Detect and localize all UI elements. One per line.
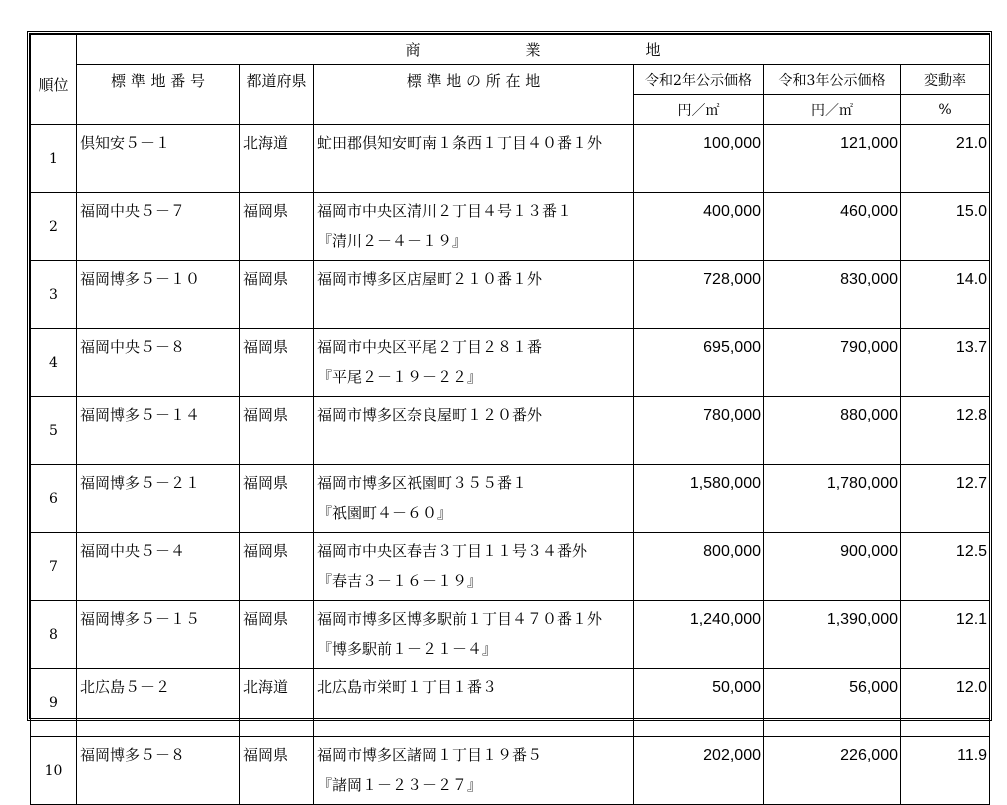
price-r2-cell: 800,000 [634,533,764,601]
change-rate-cell: 12.8 [901,397,990,465]
header-price-r3: 令和3年公示価格 [764,65,901,95]
category-char-2: 業 [525,41,541,59]
location-line-1: 福岡市博多区諸岡１丁目１９番５ [317,746,543,764]
location-line-1: 福岡市中央区春吉３丁目１１号３４番外 [317,542,588,560]
rank-cell: 2 [31,193,77,261]
table-row [31,669,990,737]
prefecture-cell [240,125,314,193]
standard-number-cell [77,669,240,737]
rank-cell: 4 [31,329,77,397]
price-r2-cell: 1,580,000 [634,465,764,533]
change-rate-cell: 15.0 [901,193,990,261]
prefecture: 北海道 [243,678,289,696]
price-r3-cell: 226,000 [764,737,901,805]
standard-number: 倶知安５－１ [80,134,171,152]
category-char-1: 商 [405,41,421,59]
rank-cell: 9 [31,669,77,737]
location-cell [314,329,634,397]
change-rate-cell: 21.0 [901,125,990,193]
prefecture: 福岡県 [243,474,289,492]
table-row [31,397,990,465]
location-line-2: 『諸岡１－２３－２７』 [317,776,483,794]
price-r3-cell: 121,000 [764,125,901,193]
change-rate-cell: 12.5 [901,533,990,601]
price-r3-cell: 1,780,000 [764,465,901,533]
standard-number-cell [77,465,240,533]
table-row [31,533,990,601]
location-line-2 [317,298,631,328]
standard-number-cell [77,397,240,465]
price-r2-cell: 780,000 [634,397,764,465]
standard-number: 福岡博多５－１５ [80,610,201,628]
price-r2-cell: 695,000 [634,329,764,397]
rank-cell: 6 [31,465,77,533]
location-line-1: 北広島市栄町１丁目１番３ [317,678,498,696]
standard-number-cell [77,601,240,669]
prefecture-cell [240,329,314,397]
prefecture-cell [240,601,314,669]
location-line-1: 福岡市博多区店屋町２１０番１外 [317,270,543,288]
change-rate-cell: 11.9 [901,737,990,805]
header-change-rate: 変動率 [901,65,990,95]
column-header-row [31,65,990,95]
standard-number: 福岡中央５－４ [80,542,186,560]
prefecture-cell [240,193,314,261]
rank-cell: 7 [31,533,77,601]
location-cell [314,261,634,329]
price-r2-cell: 100,000 [634,125,764,193]
location-line-2: 『祇園町４－６０』 [317,504,453,522]
price-r3-cell: 880,000 [764,397,901,465]
price-r2-cell: 202,000 [634,737,764,805]
standard-number: 北広島５－２ [80,678,171,696]
prefecture-cell [240,533,314,601]
prefecture-cell [240,465,314,533]
location-line-1: 虻田郡倶知安町南１条西１丁目４０番１外 [317,134,603,152]
header-standard-number: 標 準 地 番 号 [77,65,240,125]
table-row [31,193,990,261]
price-r3-cell: 56,000 [764,669,901,737]
location-cell [314,193,634,261]
location-line-1: 福岡市博多区博多駅前１丁目４７０番１外 [317,610,603,628]
standard-number: 福岡博多５－２１ [80,474,201,492]
standard-number-cell [77,261,240,329]
location-line-2: 『清川２－４－１９』 [317,232,468,250]
change-rate-cell: 12.1 [901,601,990,669]
prefecture: 福岡県 [243,338,289,356]
location-line-1: 福岡市中央区清川２丁目４号１３番１ [317,202,573,220]
change-rate-cell: 12.0 [901,669,990,737]
prefecture: 福岡県 [243,270,289,288]
price-r3-cell: 1,390,000 [764,601,901,669]
location-line-1: 福岡市中央区平尾２丁目２８１番 [317,338,543,356]
rank-cell: 3 [31,261,77,329]
price-r2-cell: 400,000 [634,193,764,261]
land-price-table [30,34,990,805]
location-cell [314,125,634,193]
location-line-2: 『春吉３－１６－１９』 [317,572,483,590]
standard-number: 福岡博多５－１４ [80,406,201,424]
location-line-1: 福岡市博多区奈良屋町１２０番外 [317,406,543,424]
location-cell [314,669,634,737]
prefecture-cell [240,261,314,329]
prefecture: 北海道 [243,134,289,152]
price-r2-cell: 728,000 [634,261,764,329]
prefecture-cell [240,397,314,465]
header-location: 標 準 地 の 所 在 地 [314,65,634,125]
standard-number-cell [77,193,240,261]
standard-number: 福岡中央５－７ [80,202,186,220]
price-r3-cell: 900,000 [764,533,901,601]
price-r3-cell: 790,000 [764,329,901,397]
prefecture: 福岡県 [243,610,289,628]
standard-number: 福岡博多５－１０ [80,270,201,288]
location-line-1: 福岡市博多区祇園町３５５番１ [317,474,528,492]
land-price-table-frame [27,31,992,794]
rank-cell: 8 [31,601,77,669]
standard-number: 福岡中央５－８ [80,338,186,356]
header-rank: 順位 [31,35,77,125]
standard-number-cell [77,125,240,193]
header-prefecture: 都道府県 [240,65,314,125]
prefecture-cell [240,737,314,805]
table-row [31,329,990,397]
unit-price-r3: 円／㎡ [764,95,901,125]
location-cell [314,533,634,601]
price-r3-cell: 830,000 [764,261,901,329]
prefecture: 福岡県 [243,406,289,424]
price-r2-cell: 50,000 [634,669,764,737]
rank-cell: 1 [31,125,77,193]
header-price-r2: 令和2年公示価格 [634,65,764,95]
location-line-2: 『平尾２－１９－２２』 [317,368,483,386]
category-title [77,35,990,65]
category-char-3: 地 [645,41,661,59]
table-row [31,737,990,805]
location-cell [314,601,634,669]
prefecture: 福岡県 [243,542,289,560]
unit-price-r2: 円／㎡ [634,95,764,125]
price-r3-cell: 460,000 [764,193,901,261]
location-line-2 [317,434,631,464]
table-row [31,261,990,329]
rank-cell: 5 [31,397,77,465]
standard-number-cell [77,329,240,397]
table-row [31,601,990,669]
location-cell [314,397,634,465]
table-row [31,125,990,193]
prefecture-cell [240,669,314,737]
rank-cell: 10 [31,737,77,805]
change-rate-cell: 12.7 [901,465,990,533]
prefecture: 福岡県 [243,746,289,764]
change-rate-cell: 14.0 [901,261,990,329]
standard-number-cell [77,533,240,601]
change-rate-cell: 13.7 [901,329,990,397]
prefecture: 福岡県 [243,202,289,220]
unit-change-rate: % [901,95,990,125]
standard-number-cell [77,737,240,805]
location-line-2 [317,706,631,736]
location-line-2 [317,162,631,192]
location-cell [314,737,634,805]
location-cell [314,465,634,533]
table-row [31,465,990,533]
category-row [31,35,990,65]
standard-number: 福岡博多５－８ [80,746,186,764]
location-line-2: 『博多駅前１－２１－４』 [317,640,498,658]
price-r2-cell: 1,240,000 [634,601,764,669]
